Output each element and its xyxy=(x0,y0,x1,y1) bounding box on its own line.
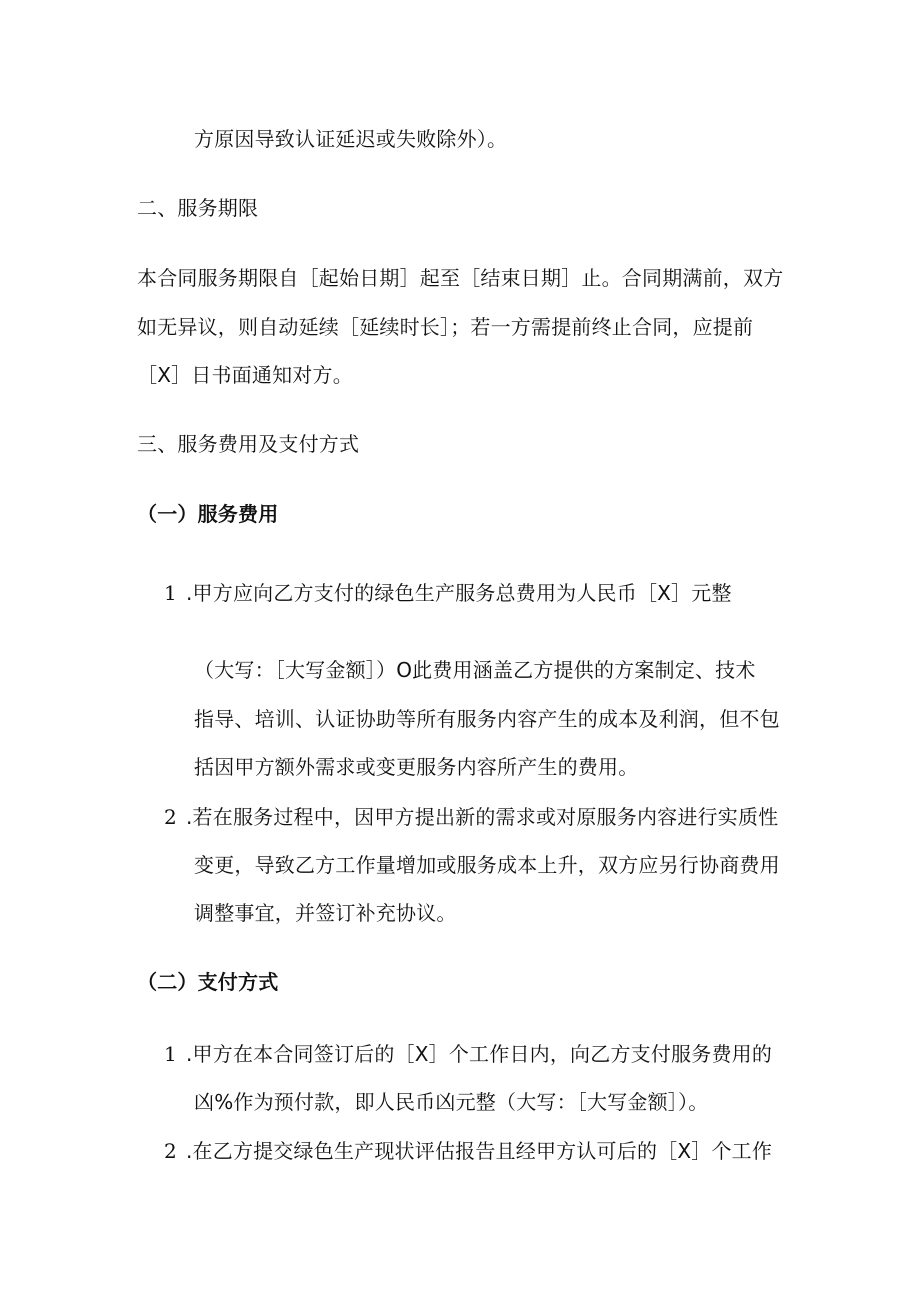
list-item-number: 1 xyxy=(164,1042,177,1066)
paragraph-line: 方原因导致认证延迟或失败除外）。 xyxy=(194,127,508,151)
section-heading: 二、服务期限 xyxy=(137,196,259,220)
list-item-line: 凶%作为预付款，即人民币凶元整（大写：［大写金额］）。 xyxy=(194,1090,709,1114)
list-item-line: （大写：［大写金额］）O此费用涵盖乙方提供的方案制定、技术 xyxy=(194,658,756,682)
list-item-line: .在乙方提交绿色生产现状评估报告且经甲方认可后的［X］个工作 xyxy=(186,1139,773,1163)
list-item-line: 调整事宜，并签订补充协议。 xyxy=(194,901,457,925)
list-item-number: 1 xyxy=(164,581,177,605)
list-item-line: 变更，导致乙方工作量增加或服务成本上升，双方应另行协商费用 xyxy=(194,853,780,877)
list-item-number: 2 xyxy=(164,805,177,829)
paragraph-line: 如无异议，则自动延续［延续时长］；若一方需提前终止合同，应提前 xyxy=(137,315,754,339)
list-item-line: 括因甲方额外需求或变更服务内容所产生的费用。 xyxy=(194,755,639,779)
list-item-line: .甲方应向乙方支付的绿色生产服务总费用为人民币［X］元整 xyxy=(186,581,732,605)
list-item-line: .甲方在本合同签订后的［X］个工作日内，向乙方支付服务费用的 xyxy=(186,1042,773,1066)
list-item-number: 2 xyxy=(164,1139,177,1163)
section-heading: 三、服务费用及支付方式 xyxy=(137,432,360,456)
subsection-heading: （二）支付方式 xyxy=(137,970,279,994)
list-item-line: .若在服务过程中，因甲方提出新的需求或对原服务内容进行实质性 xyxy=(186,805,779,829)
paragraph-line: 本合同服务期限自［起始日期］起至［结束日期］止。合同期满前，双方 xyxy=(137,266,784,290)
list-item-line: 指导、培训、认证协助等所有服务内容产生的成本及利润，但不包 xyxy=(194,707,780,731)
subsection-heading: （一）服务费用 xyxy=(137,502,279,526)
paragraph-line: ［X］日书面通知对方。 xyxy=(137,363,353,387)
